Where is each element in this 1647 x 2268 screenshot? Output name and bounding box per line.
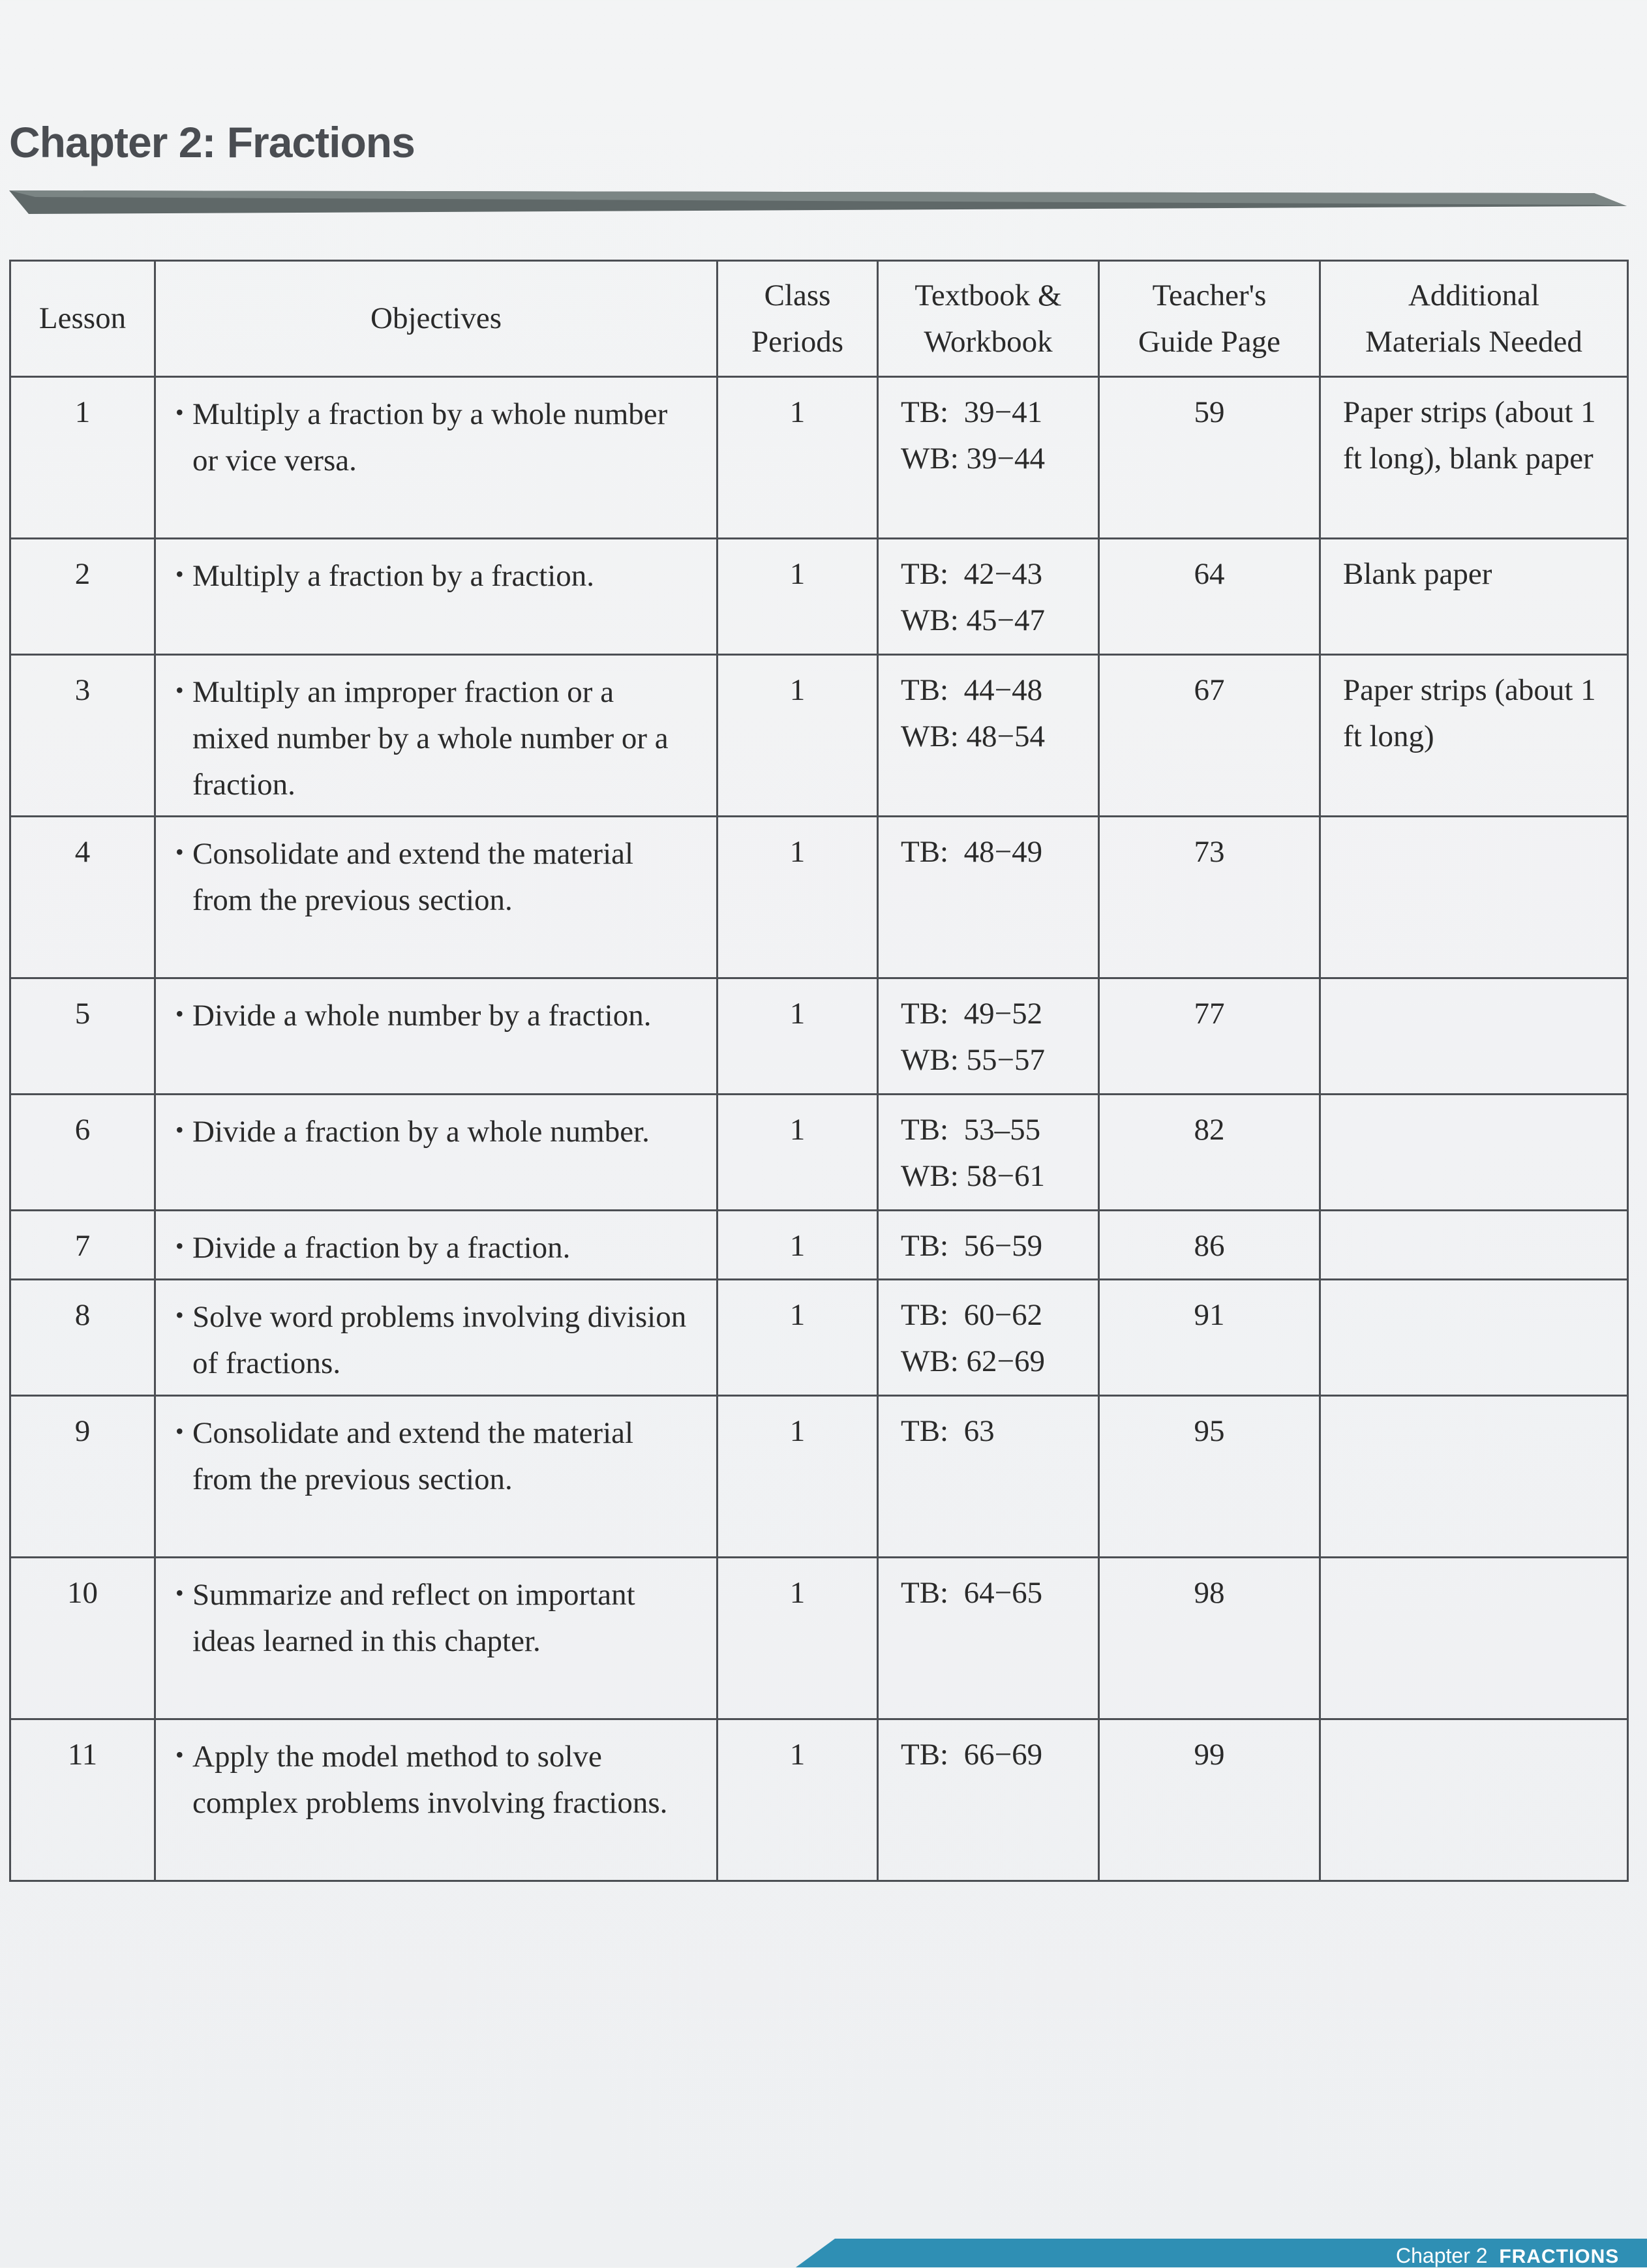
class-periods: 1 (718, 1095, 878, 1211)
guide-page: 91 (1099, 1280, 1320, 1396)
objective: • Consolidate and extend the material from the previous section. (155, 1396, 718, 1558)
objective: • Divide a whole number by a fraction. (155, 978, 718, 1095)
header-class-periods: Class Periods (718, 261, 878, 377)
lesson-number: 6 (10, 1095, 155, 1211)
guide-page: 59 (1099, 377, 1320, 539)
textbook-workbook-pages: TB: 53–55 WB: 58−61 (878, 1095, 1099, 1211)
objective: • Summarize and reflect on important ideas learned in this chapter. (155, 1558, 718, 1719)
lesson-number: 7 (10, 1211, 155, 1280)
textbook-workbook-pages: TB: 63 (878, 1396, 1099, 1558)
materials-needed: Blank paper (1320, 539, 1628, 655)
lesson-number: 9 (10, 1396, 155, 1558)
title-rule (9, 190, 1627, 214)
textbook-workbook-pages: TB: 39−41 WB: 39−44 (878, 377, 1099, 539)
guide-page: 77 (1099, 978, 1320, 1095)
objective: • Multiply a fraction by a fraction. (155, 539, 718, 655)
materials-needed (1320, 1558, 1628, 1719)
objective: • Divide a fraction by a fraction. (155, 1211, 718, 1280)
textbook-workbook-pages: TB: 44−48 WB: 48−54 (878, 655, 1099, 817)
objective: • Solve word problems involving division of fractions. (155, 1280, 718, 1396)
table-row (10, 1719, 1628, 1881)
lesson-number: 10 (10, 1558, 155, 1719)
header-textbook-workbook: Textbook & Workbook (878, 261, 1099, 377)
textbook-workbook-pages: TB: 49−52 WB: 55−57 (878, 978, 1099, 1095)
header-lesson: Lesson (10, 261, 155, 377)
class-periods: 1 (718, 1211, 878, 1280)
table-row (10, 978, 1628, 1095)
guide-page: 82 (1099, 1095, 1320, 1211)
table-row (10, 1095, 1628, 1211)
guide-page: 95 (1099, 1396, 1320, 1558)
table-row (10, 1396, 1628, 1558)
lesson-number: 1 (10, 377, 155, 539)
table-header-row (10, 261, 1628, 377)
guide-page: 67 (1099, 655, 1320, 817)
objective: • Consolidate and extend the material from the previous section. (155, 817, 718, 978)
class-periods: 1 (718, 817, 878, 978)
table-row (10, 655, 1628, 817)
class-periods: 1 (718, 978, 878, 1095)
materials-needed (1320, 1211, 1628, 1280)
lesson-number: 2 (10, 539, 155, 655)
header-teachers-guide-page: Teacher's Guide Page (1099, 261, 1320, 377)
class-periods: 1 (718, 655, 878, 817)
lesson-plan-table (9, 260, 1629, 1882)
lesson-number: 11 (10, 1719, 155, 1881)
objective: • Multiply an improper fraction or a mixed number by a whole number or a fraction. (155, 655, 718, 817)
materials-needed (1320, 978, 1628, 1095)
class-periods: 1 (718, 1719, 878, 1881)
guide-page: 99 (1099, 1719, 1320, 1881)
table-row (10, 817, 1628, 978)
materials-needed: Paper strips (about 1 ft long), blank paper (1320, 377, 1628, 539)
guide-page: 73 (1099, 817, 1320, 978)
guide-page: 86 (1099, 1211, 1320, 1280)
table-row (10, 1280, 1628, 1396)
guide-page: 64 (1099, 539, 1320, 655)
lesson-number: 4 (10, 817, 155, 978)
guide-page: 98 (1099, 1558, 1320, 1719)
objective: • Apply the model method to solve complex problems involving fractions. (155, 1719, 718, 1881)
objective: • Divide a fraction by a whole number. (155, 1095, 718, 1211)
lesson-number: 3 (10, 655, 155, 817)
footer-chapter-label: Chapter 2 FRACTIONS (1396, 2244, 1620, 2267)
textbook-workbook-pages: TB: 56−59 (878, 1211, 1099, 1280)
textbook-workbook-pages: TB: 66−69 (878, 1719, 1099, 1881)
objective: • Multiply a fraction by a whole number or vice versa. (155, 377, 718, 539)
class-periods: 1 (718, 1396, 878, 1558)
class-periods: 1 (718, 377, 878, 539)
class-periods: 1 (718, 539, 878, 655)
table-row (10, 1558, 1628, 1719)
lesson-number: 8 (10, 1280, 155, 1396)
header-additional-materials: Additional Materials Needed (1320, 261, 1628, 377)
header-objectives: Objectives (155, 261, 718, 377)
textbook-workbook-pages: TB: 60−62 WB: 62−69 (878, 1280, 1099, 1396)
materials-needed (1320, 1095, 1628, 1211)
materials-needed (1320, 1396, 1628, 1558)
chapter-title: Chapter 2: Fractions (9, 118, 415, 166)
table-row (10, 377, 1628, 539)
textbook-workbook-pages: TB: 48−49 (878, 817, 1099, 978)
class-periods: 1 (718, 1280, 878, 1396)
class-periods: 1 (718, 1558, 878, 1719)
textbook-workbook-pages: TB: 64−65 (878, 1558, 1099, 1719)
materials-needed (1320, 817, 1628, 978)
table-row (10, 1211, 1628, 1280)
materials-needed: Paper strips (about 1 ft long) (1320, 655, 1628, 817)
materials-needed (1320, 1719, 1628, 1881)
materials-needed (1320, 1280, 1628, 1396)
textbook-workbook-pages: TB: 42−43 WB: 45−47 (878, 539, 1099, 655)
table-row (10, 539, 1628, 655)
lesson-number: 5 (10, 978, 155, 1095)
